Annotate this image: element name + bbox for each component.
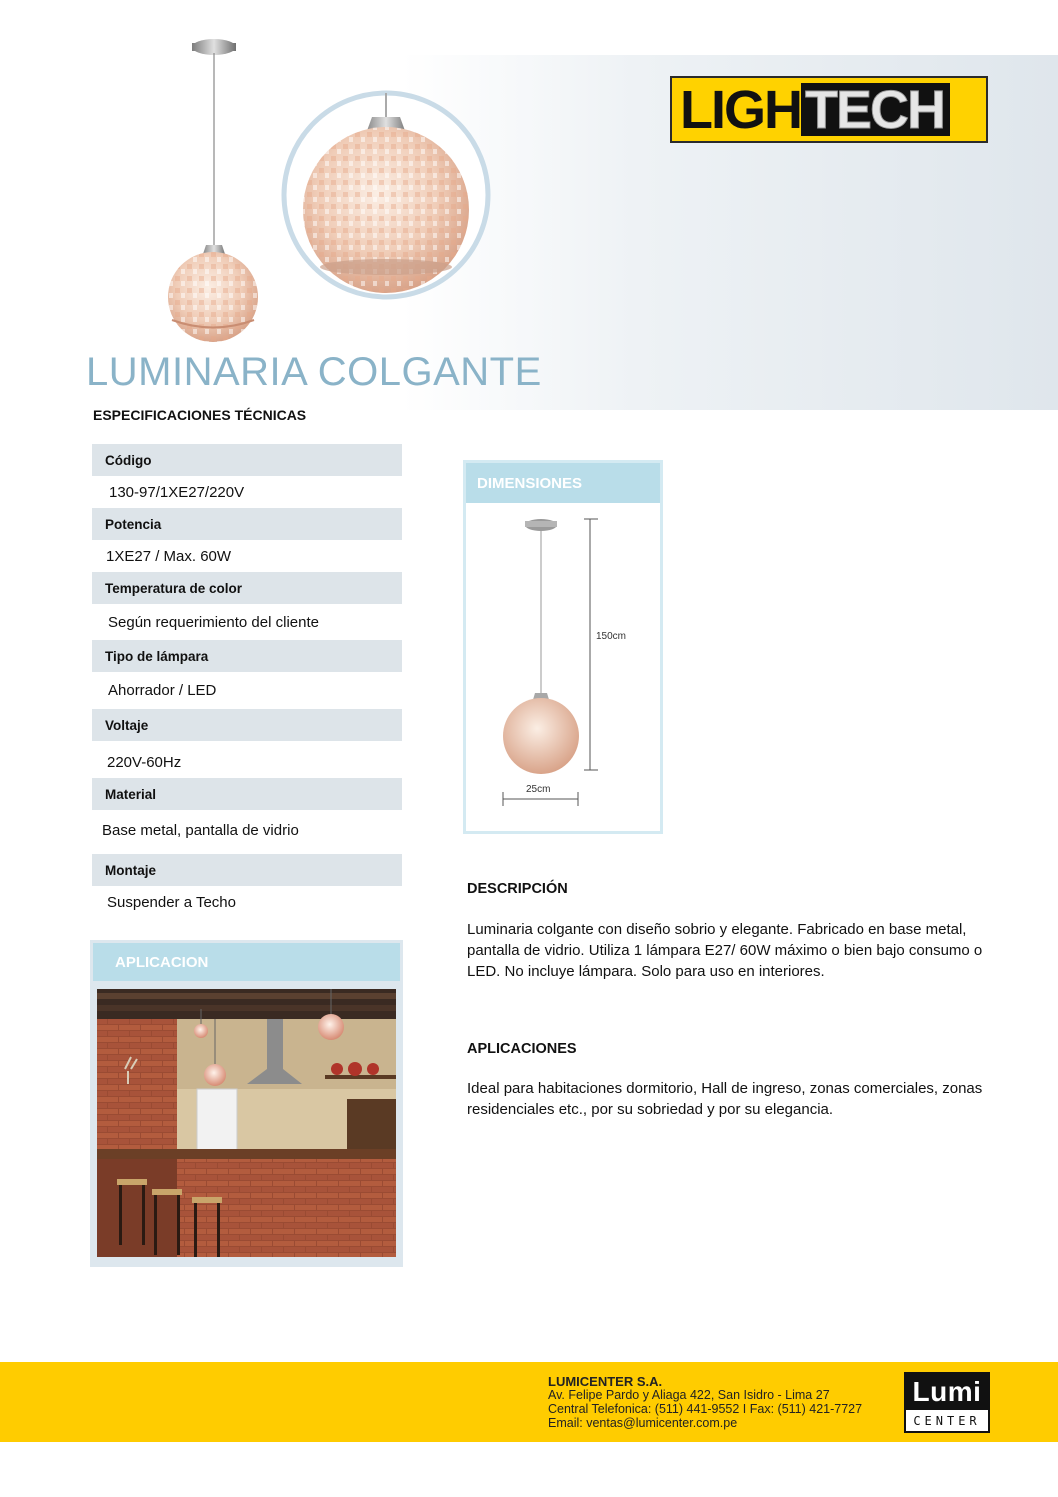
description-title: DESCRIPCIÓN	[467, 881, 568, 897]
footer-email: Email: ventas@lumicenter.com.pe	[548, 1416, 738, 1430]
footer	[0, 1362, 1058, 1442]
spec-value-tipo-lampara: Ahorrador / LED	[108, 682, 217, 699]
spec-label-tipo-lampara: Tipo de lámpara	[92, 640, 402, 672]
product-illustration	[150, 35, 500, 345]
spec-label-potencia: Potencia	[92, 508, 402, 540]
spec-heading: ESPECIFICACIONES TÉCNICAS	[93, 407, 307, 423]
spec-label-montaje: Montaje	[92, 854, 402, 886]
application-header: APLICACION	[93, 943, 400, 981]
kitchen-photo	[97, 989, 396, 1257]
dimensions-panel	[463, 460, 663, 834]
spec-label-voltaje: Voltaje	[92, 709, 402, 741]
spec-value-material: Base metal, pantalla de vidrio	[102, 821, 299, 839]
spec-value-codigo: 130-97/1XE27/220V	[109, 483, 245, 501]
spec-label-temperatura: Temperatura de color	[92, 572, 402, 604]
lumicenter-logo-bottom: CENTER	[906, 1410, 988, 1431]
spec-value-temperatura: Según requerimiento del cliente	[108, 613, 319, 631]
width-dimension-label: 25cm	[526, 784, 551, 795]
spec-label-material: Material	[92, 778, 402, 810]
footer-company: LUMICENTER S.A.	[548, 1374, 663, 1389]
logo-text-left: LIGH	[680, 79, 801, 140]
description-text: Luminaria colgante con diseño sobrio y elegante. Fabricado en base metal, pantalla de vidrio. Utiliza 1 lámpara E27/ 60W máximo o bien bajo consumo o LED. No incluye lámpara. Solo para uso en interiores.	[467, 921, 983, 980]
lumicenter-logo-top: Lumi	[906, 1374, 988, 1410]
application-panel	[90, 940, 403, 1267]
lumicenter-logo	[904, 1372, 990, 1433]
logo-text-right: TECH	[801, 83, 950, 136]
footer-phones: Central Telefonica: (511) 441-9552 I Fax: (511) 421-7727	[548, 1402, 863, 1416]
footer-address: Av. Felipe Pardo y Aliaga 422, San Isidro - Lima 27	[548, 1388, 830, 1402]
height-dimension-label: 150cm	[596, 631, 627, 642]
dimensions-header: DIMENSIONES	[466, 463, 660, 503]
applications-title: APLICACIONES	[467, 1041, 577, 1057]
page-title: LUMINARIA COLGANTE	[86, 350, 542, 394]
applications-text: Ideal para habitaciones dormitorio, Hall de ingreso, zonas comerciales, zonas residenciales etc., por su sobriedad y por su elegancia.	[467, 1080, 983, 1118]
spec-value-voltaje: 220V-60Hz	[107, 754, 182, 771]
spec-label-codigo: Código	[92, 444, 402, 476]
dimensions-drawing	[466, 503, 660, 831]
spec-table	[92, 444, 402, 918]
spec-value-montaje: Suspender a Techo	[107, 893, 236, 911]
lightech-logo	[670, 76, 988, 143]
spec-value-potencia: 1XE27 / Max. 60W	[106, 547, 232, 565]
